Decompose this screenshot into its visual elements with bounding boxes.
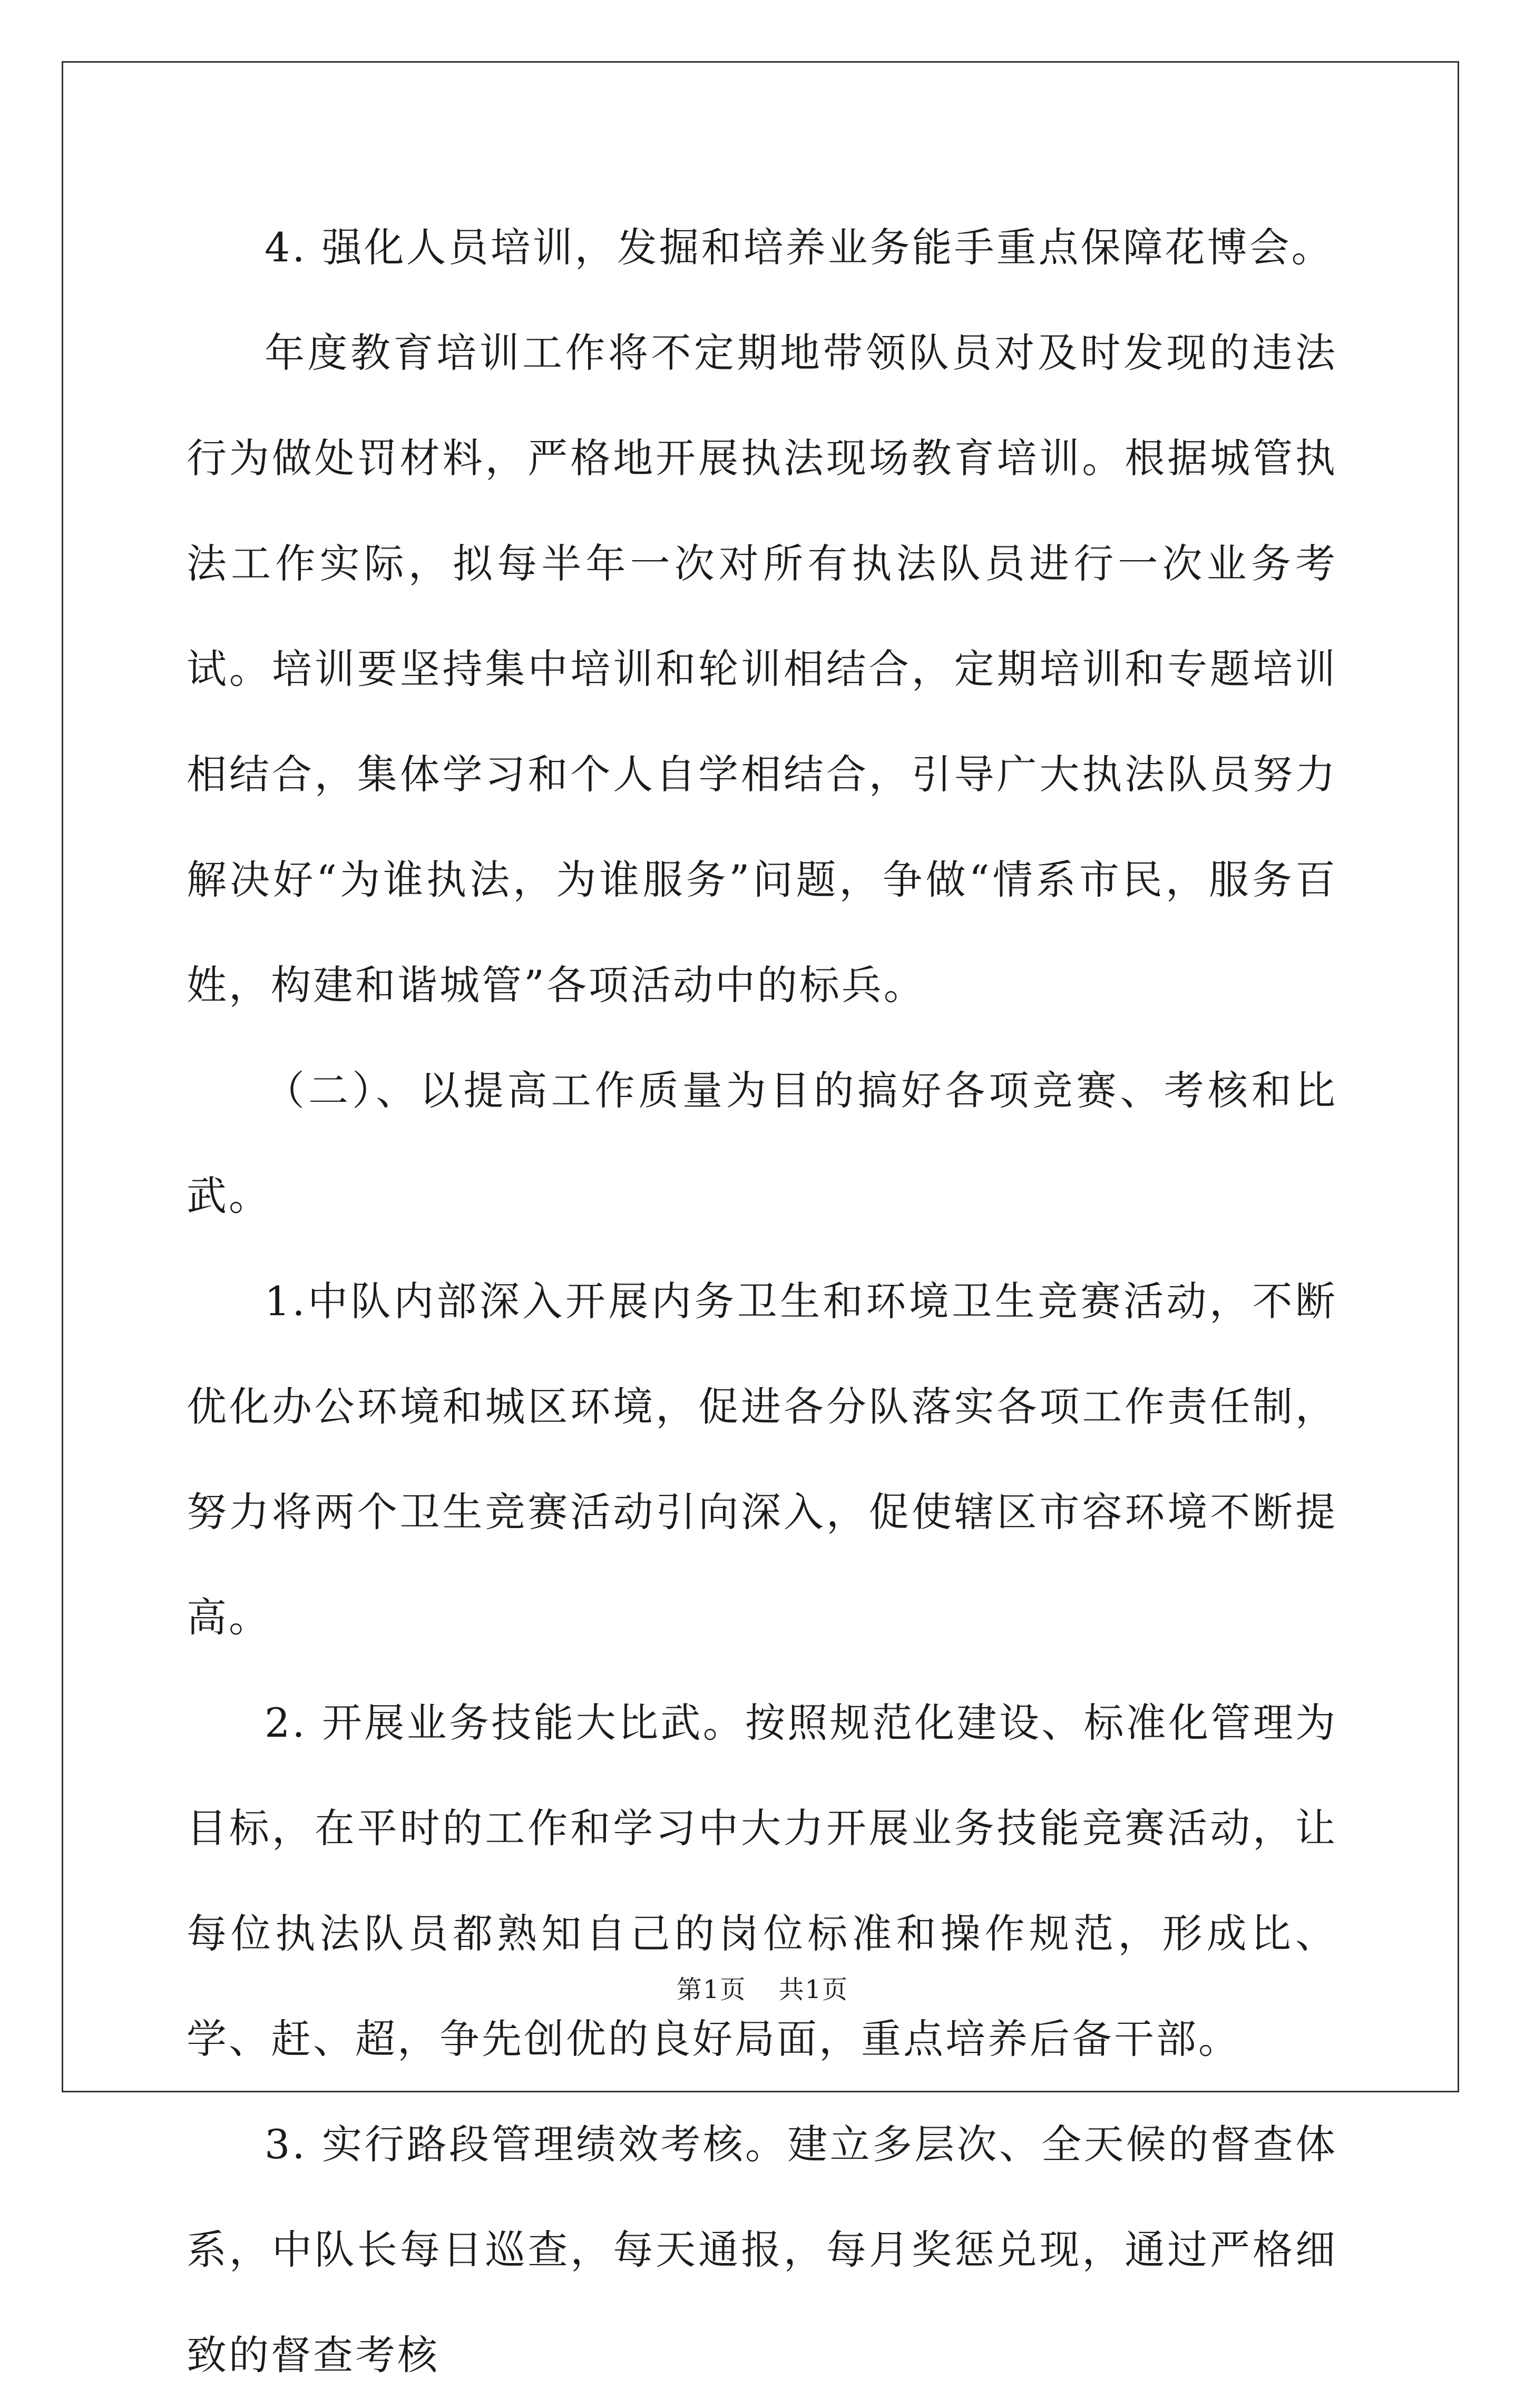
paragraph: 年度教育培训工作将不定期地带领队员对及时发现的违法行为做处罚材料，严格地开展执法现场教育培训。根据城管执法工作实际，拟每半年一次对所有执法队员进行一次业务考试。培训要坚持集中培训和轮训相结合，定期培训和专题培训相结合，集体学习和个人自学相结合，引导广大执法队员努力解决好“为谁执法，为谁服务”问题，争做“情系市民，服务百姓，构建和谐城管”各项活动中的标兵。 (187, 329, 1337, 1009)
paragraph: 3. 实行路段管理绩效考核。建立多层次、全天候的督查体系，中队长每日巡查，每天通报，每月奖惩兑现，通过严格细致的督查考核 (187, 2121, 1337, 2378)
section-heading: （二）、以提高工作质量为目的搞好各项竞赛、考核和比武。 (187, 1067, 1337, 1219)
paragraph: 1.中队内部深入开展内务卫生和环境卫生竞赛活动，不断优化办公环境和城区环境，促进各分队落实各项工作责任制，努力将两个卫生竞赛活动引向深入，促使辖区市容环境不断提高。 (187, 1278, 1337, 1641)
page-number: 第1页 (676, 1975, 747, 2004)
document-body (187, 195, 1337, 2408)
page-footer (0, 1974, 1525, 2005)
paragraph: 2. 开展业务技能大比武。按照规范化建设、标准化管理为目标，在平时的工作和学习中大力开展业务技能竞赛活动，让每位执法队员都熟知自己的岗位标准和操作规范，形成比、学、赶、超，争先创优的良好局面，重点培养后备干部。 (187, 1699, 1337, 2062)
page-total: 共1页 (778, 1975, 849, 2004)
paragraph: 4. 强化人员培训，发掘和培养业务能手重点保障花博会。 (265, 224, 1334, 271)
